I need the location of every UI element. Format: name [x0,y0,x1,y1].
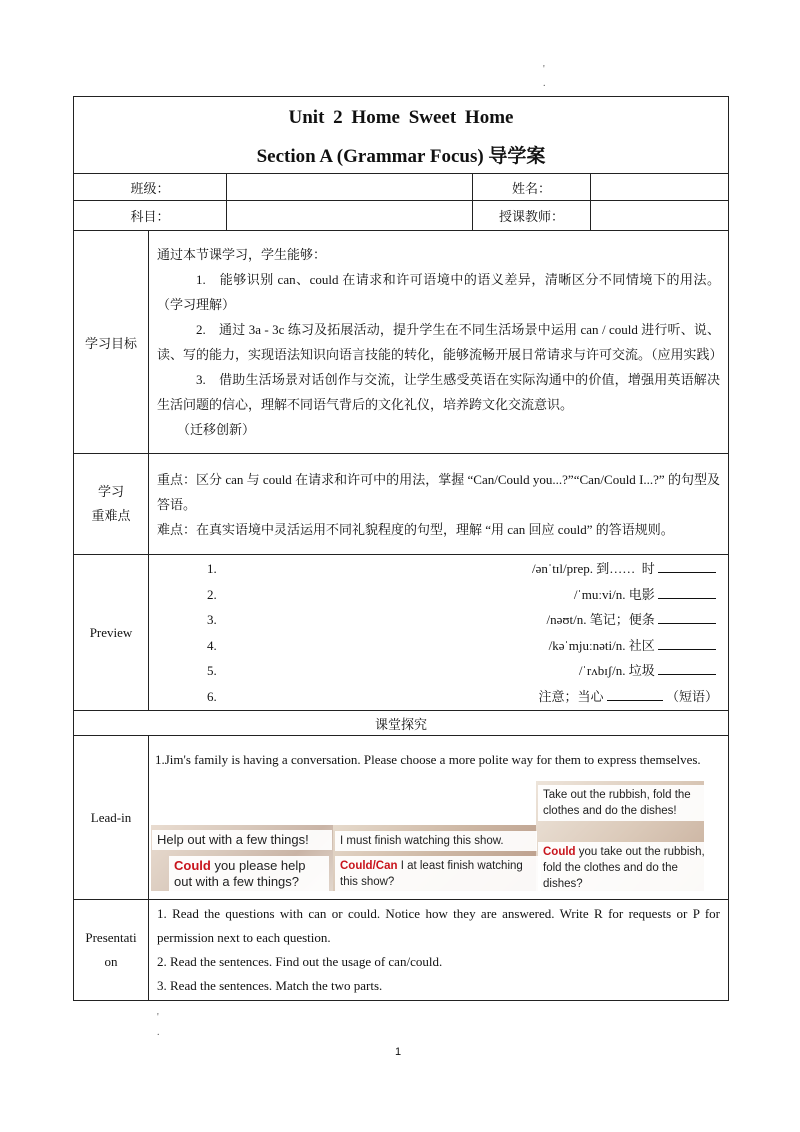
key-points-label-line2: 重难点 [91,508,131,523]
lead-in-content [149,736,729,900]
subject-label: 科目： [74,201,227,231]
preview-item-text: /ənˈtɪl/prep. 到…… 时 [531,561,655,576]
page-number: 1 [395,1046,402,1058]
answer-blank[interactable] [658,558,716,573]
preview-item: 4. /kəˈmjuːnəti/n. 社区 [149,633,728,659]
key-points-label [74,454,149,555]
modal-highlight: Could [174,857,211,873]
presentation-step-2: 2. Read the sentences. Find out the usage of can/could. [157,954,443,969]
objective-3: 3. 借助生活场景对话创作与交流，让学生感受英语在实际沟通中的价值，增强用英语解决生活问题的信心，理解不同语气背后的文化礼仪，培养跨文化交流意识。 [157,372,720,412]
modal-highlight: Could/Can [340,859,398,872]
decorative-dot: ' [157,1012,159,1023]
objective-3-tail: （迁移创新） [177,422,256,437]
modal-highlight: Could [543,845,576,858]
preview-item-text: /kəˈmjuːnəti/n. 社区 [548,637,655,653]
preview-item: 2. /ˈmuːvi/n. 电影 [149,582,728,608]
teacher-field[interactable] [591,201,729,231]
preview-item-text: /ˈrʌbɪʃ/n. 垃圾 [578,663,655,678]
presentation-label [74,900,149,1001]
preview-label: Preview [74,555,149,711]
answer-blank[interactable] [658,635,716,650]
name-label: 姓名： [473,174,591,201]
class-section-title: 课堂探究 [74,711,729,736]
plain-request-bubble-2: I must finish watching this show. [335,831,537,851]
presentation-label-line1: Presentati [85,930,137,945]
answer-blank[interactable] [658,660,716,675]
preview-item-tail: （短语） [665,688,718,704]
polite-text: I at least finish watching this show? [340,859,523,888]
answer-blank[interactable] [658,609,716,624]
class-label: 班级： [74,174,227,201]
subject-field[interactable] [227,201,473,231]
decorative-dot: . [543,78,546,89]
objectives-content [149,231,729,454]
objective-2: 2. 通过 3a - 3c 练习及拓展活动，提升学生在不同生活场景中运用 can / could 进行听、说、读、写的能力，实现语法知识向语言技能的转化，能够流畅开展日常请求与许可交流。（应用实践） [157,322,723,362]
decorative-dot: . [157,1027,160,1038]
key-points-content [149,454,729,555]
lead-in-label: Lead-in [74,736,149,900]
polite-text: you take out the rubbish, fold the clothes and do the dishes? [543,845,705,890]
presentation-content [149,900,729,1001]
key-focus: 重点：区分 can 与 could 在请求和许可中的用法，掌握 “Can/Could you...?”“Can/Could I...?” 的句型及答语。 [157,471,720,512]
preview-content [149,555,729,711]
title-cell [74,97,729,174]
objective-1: 1. 能够识别 can、could 在请求和许可语境中的语义差异，清晰区分不同情境下的用法。（学习理解） [157,272,720,312]
preview-item: 3. /nəʊt/n. 笔记；便条 [149,607,728,633]
polite-request-bubble-3 [538,842,710,894]
answer-blank[interactable] [658,584,716,599]
preview-item: 5. /ˈrʌbɪʃ/n. 垃圾 [149,658,728,684]
polite-request-bubble-1 [169,856,329,892]
worksheet-table [73,96,729,1001]
decorative-dot: ' [543,64,545,75]
answer-blank[interactable] [607,686,663,701]
plain-request-bubble-3: Take out the rubbish, fold the clothes and do the dishes! [538,785,710,821]
preview-item-text: /nəʊt/n. 笔记；便条 [546,612,655,627]
teacher-label: 授课教师： [473,201,591,231]
objectives-intro: 通过本节课学习，学生能够： [157,247,327,262]
preview-item: 1. /ənˈtɪl/prep. 到…… 时 [149,556,728,582]
page-subtitle: Section A (Grammar Focus) 导学案 [256,145,546,167]
class-field[interactable] [227,174,473,201]
presentation-step-1: 1. Read the questions with can or could. Notice how they are answered. Write R for requests or P for permission next to each question. [157,906,720,945]
key-difficulty: 难点：在真实语境中灵活运用不同礼貌程度的句型，理解 “用 can 回应 could” 的答语规则。 [157,521,674,537]
page-title: Unit 2 Home Sweet Home [288,106,514,128]
preview-item-text: /ˈmuːvi/n. 电影 [573,586,655,602]
plain-request-bubble-1: Help out with a few things! [152,830,332,850]
polite-request-bubble-2 [335,856,541,892]
polite-text: you please help out with a few things? [174,857,306,889]
objectives-label: 学习目标 [74,231,149,454]
presentation-step-3: 3. Read the sentences. Match the two parts. [157,978,383,993]
preview-item-text: 注意；当心 [538,688,604,704]
lead-in-instruction: 1.Jim's family is having a conversation. Please choose a more polite way for them to express themselves. [155,751,701,767]
preview-item: 6. 注意；当心 （短语） [149,684,728,710]
name-field[interactable] [591,174,729,201]
presentation-label-line2: on [104,954,118,969]
key-points-label-line1: 学习 [97,484,124,499]
